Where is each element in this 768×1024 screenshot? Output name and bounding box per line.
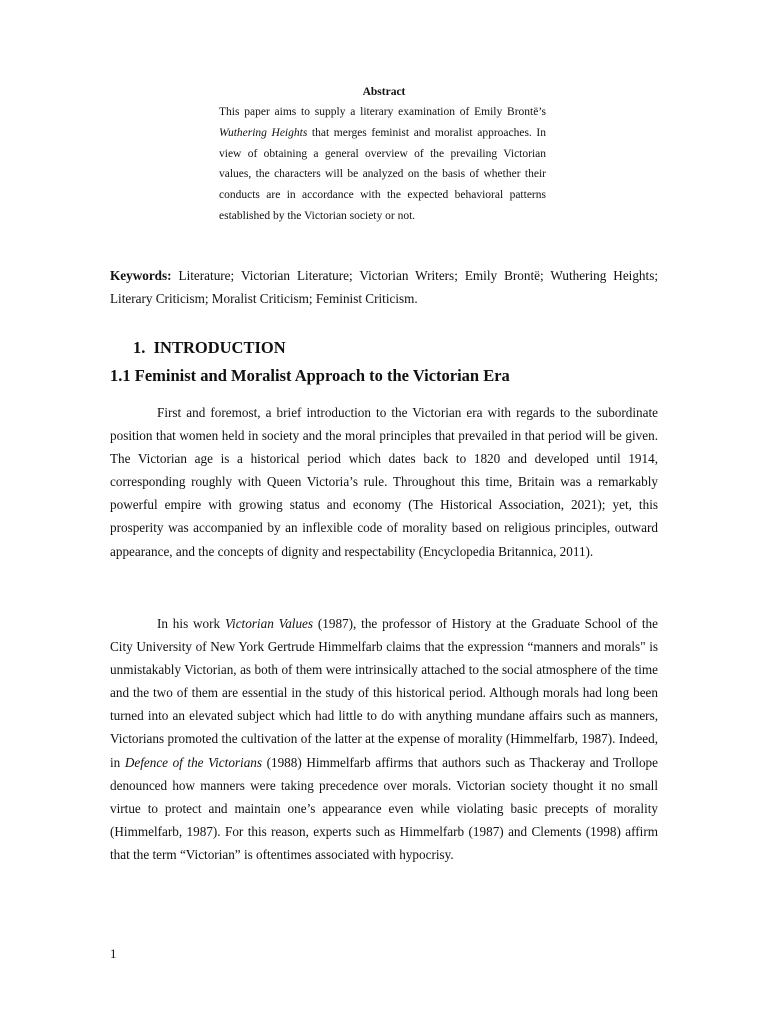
paragraph-2-part-2: (1987), the professor of History at the Graduate School of the City University of New York Gertrude Himmelfarb claims that the expression “manners and morals" is unmistakably Victorian, as both of them were intrinsically attached to the social atmosphere of the time and the two of them are essential in the study of this historical period. Although morals had long been turned into an elevated subject which had little to do with anything mundane affairs such as manners, Victorians promoted the cultivation of the latter at the expense of morality (Himmelfarb, 1987). Indeed, in bbox=[110, 616, 658, 770]
abstract-book-title: Wuthering Heights bbox=[219, 126, 308, 139]
abstract-title: Abstract bbox=[362, 86, 406, 98]
subsection-heading: 1.1 Feminist and Moralist Approach to the Victorian Era bbox=[110, 366, 510, 385]
abstract-text-part-2: that merges feminist and moralist approaches. In view of obtaining a general overview of the prevailing Victorian values, the characters will be analyzed on the basis of whether their conducts are in accordance with the expected behavioral patterns established by the Victorian society or not. bbox=[219, 126, 546, 222]
page-number: 1 bbox=[110, 946, 117, 961]
paragraph-2 bbox=[110, 612, 658, 866]
paragraph-1: First and foremost, a brief introduction to the Victorian era with regards to the subordinate position that women held in society and the moral principles that prevailed in that period will be given. The Victorian age is a historical period which dates back to 1820 and developed until 1914, corresponding roughly with Queen Victoria’s rule. Throughout this time, Britain was a remarkably powerful empire with growing status and economy (The Historical Association, 2021); yet, this prosperity was accompanied by an inflexible code of morality based on religious principles, outward appearance, and the concepts of dignity and respectability (Encyclopedia Britannica, 2011). bbox=[110, 405, 658, 559]
abstract-text-part-1: This paper aims to supply a literary examination of Emily Brontë’s bbox=[219, 106, 546, 118]
paragraph-2-part-3: (1988) Himmelfarb affirms that authors such as Thackeray and Trollope denounced how manners were taking precedence over morals. Victorian society thought it no small virtue to protect and maintain one’s appearance even while violating basic precepts of morality (Himmelfarb, 1987). For this reason, experts such as Himmelfarb (1987) and Clements (1998) affirm that the term “Victorian” is oftentimes associated with hypocrisy. bbox=[110, 754, 659, 862]
abstract-body bbox=[219, 102, 546, 227]
paragraph-2-italic-1: Victorian Values bbox=[224, 616, 314, 631]
keywords-text: Literature; Victorian Literature; Victorian Writers; Emily Brontë; Wuthering Heights; Literary Criticism; Moralist Criticism; Feminist Criticism. bbox=[110, 268, 658, 306]
paragraph-2-part-1: In his work bbox=[157, 616, 225, 631]
keywords-label: Keywords: bbox=[110, 268, 172, 283]
section-heading: 1. INTRODUCTION bbox=[133, 338, 286, 357]
keywords-block bbox=[110, 265, 658, 310]
paragraph-2-italic-2: Defence of the Victorians bbox=[124, 754, 263, 770]
